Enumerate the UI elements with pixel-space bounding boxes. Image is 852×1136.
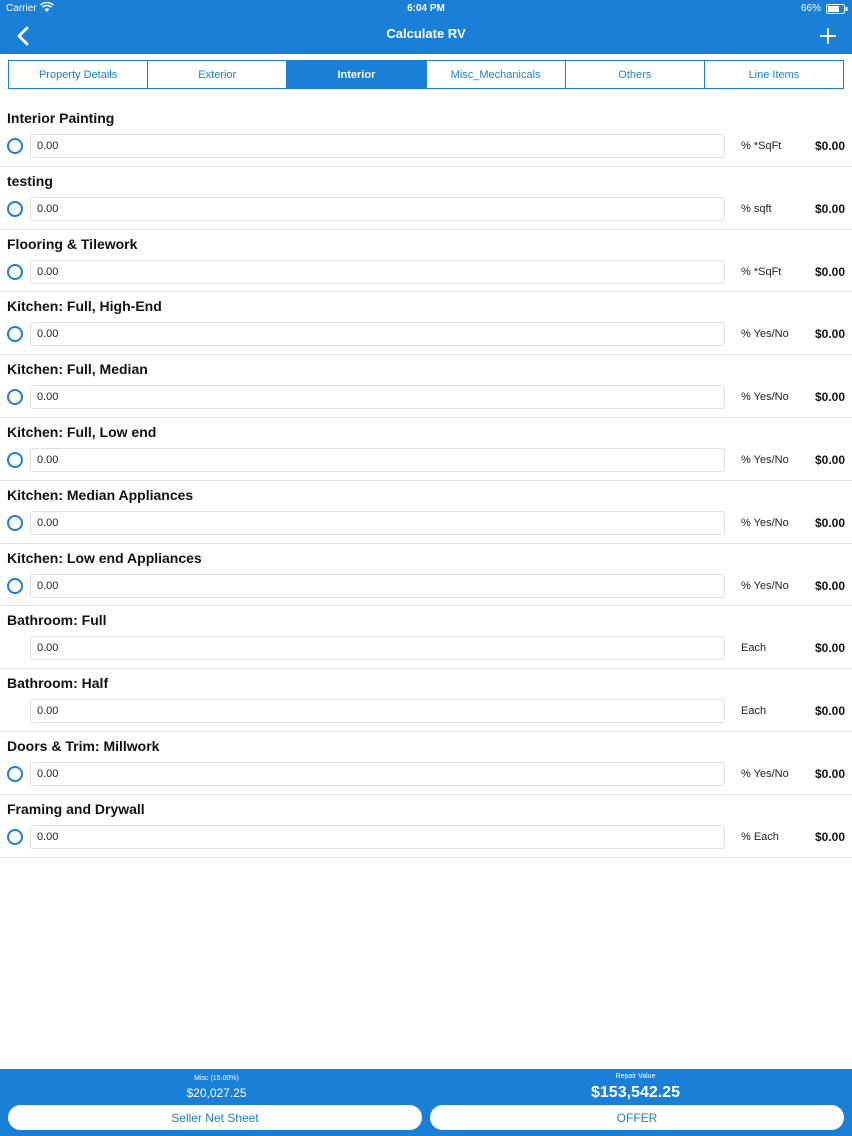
value-input[interactable]: 0.00	[30, 322, 725, 346]
unit-label: % Yes/No	[741, 328, 789, 341]
amount-value: $0.00	[814, 139, 845, 153]
list-item	[0, 606, 852, 669]
item-title: Interior Painting	[7, 110, 115, 126]
value-input[interactable]: 0.00	[30, 699, 725, 723]
amount-value: $0.00	[814, 452, 845, 467]
footer	[0, 1069, 852, 1136]
amount-value: $0.00	[814, 515, 845, 530]
item-title: Flooring & Tilework	[7, 235, 138, 252]
tab-misc-mechanicals[interactable]: Misc_Mechanicals	[427, 61, 566, 88]
item-title: Kitchen: Low end Appliances	[7, 549, 202, 566]
battery-icon	[826, 4, 848, 17]
value-input[interactable]: 0.00	[30, 385, 725, 409]
list-item	[0, 669, 852, 732]
battery-percent: 66%	[801, 3, 822, 14]
repair-value: $153,542.25	[591, 1084, 680, 1101]
amount-value: $0.00	[814, 641, 845, 656]
list-item	[0, 481, 852, 544]
value-input[interactable]: 0.00	[30, 448, 725, 472]
list-item	[0, 544, 852, 607]
item-title: Framing and Drywall	[7, 800, 145, 817]
amount-value: $0.00	[814, 704, 845, 719]
unit-label: % sqft	[741, 202, 772, 215]
item-title: Bathroom: Half	[7, 675, 109, 692]
radio-button[interactable]	[7, 452, 23, 468]
list-item	[0, 355, 852, 418]
radio-button[interactable]	[7, 829, 23, 845]
unit-label: % *SqFt	[741, 265, 782, 278]
tab-line-items[interactable]: Line Items	[748, 68, 800, 81]
radio-button[interactable]	[7, 766, 23, 782]
list-item	[0, 167, 852, 230]
tab-exterior[interactable]: Exterior	[148, 61, 287, 88]
radio-button[interactable]	[7, 201, 23, 217]
list-item	[0, 230, 852, 293]
unit-label: % Each	[741, 830, 779, 843]
misc-label: Misc (15.00%)	[194, 1075, 239, 1082]
item-title: testing	[7, 172, 53, 189]
radio-button[interactable]	[7, 264, 23, 280]
radio-button[interactable]	[7, 515, 23, 531]
amount-value: $0.00	[814, 264, 845, 279]
value-input[interactable]: 0.00	[30, 511, 725, 535]
header	[0, 0, 852, 54]
radio-button[interactable]	[7, 578, 23, 594]
amount-value: $0.00	[814, 829, 845, 844]
tab-interior[interactable]: Interior	[287, 61, 426, 88]
segmented-tabs	[8, 60, 844, 89]
radio-button[interactable]	[7, 138, 23, 154]
plus-icon[interactable]	[816, 24, 840, 48]
item-title: Kitchen: Median Appliances	[7, 486, 194, 503]
page-title: Calculate RV	[386, 26, 466, 41]
unit-label: Each	[741, 642, 767, 655]
repair-value-label: Repair Value	[615, 1073, 656, 1080]
item-title: Kitchen: Full, High-End	[7, 298, 162, 315]
value-input[interactable]: 0.00	[30, 197, 725, 221]
unit-label: % Yes/No	[741, 391, 789, 404]
tab-property-details[interactable]: Property Details	[9, 61, 148, 88]
list-item	[0, 795, 852, 858]
status-bar	[0, 0, 852, 18]
amount-value: $0.00	[814, 766, 845, 781]
value-input[interactable]: 0.00	[30, 636, 725, 660]
list-item	[0, 292, 852, 355]
value-input[interactable]: 0.00	[30, 574, 725, 598]
list-item	[0, 732, 852, 795]
amount-value: $0.00	[814, 390, 845, 405]
value-input[interactable]: 0.00	[30, 134, 725, 158]
repair-items-list	[0, 104, 852, 858]
amount-value: $0.00	[814, 578, 845, 593]
unit-label: % Yes/No	[741, 453, 789, 466]
item-title: Kitchen: Full, Low end	[7, 423, 157, 440]
carrier-label: Carrier	[6, 3, 37, 14]
radio-button[interactable]	[7, 389, 23, 405]
value-input[interactable]: 0.00	[30, 825, 725, 849]
item-title: Bathroom: Full	[7, 612, 107, 629]
chevron-left-icon[interactable]	[12, 24, 36, 48]
radio-button[interactable]	[7, 326, 23, 342]
nav-bar	[0, 18, 852, 54]
status-time: 6:04 PM	[407, 3, 445, 14]
amount-value: $0.00	[814, 327, 845, 342]
list-item	[0, 418, 852, 481]
misc-value: $20,027.25	[186, 1086, 247, 1100]
list-item	[0, 104, 852, 167]
value-input[interactable]: 0.00	[30, 762, 725, 786]
value-input[interactable]: 0.00	[30, 260, 725, 284]
item-title: Doors & Trim: Millwork	[7, 737, 160, 754]
unit-label: % Yes/No	[741, 579, 789, 592]
unit-label: % Yes/No	[741, 516, 789, 529]
unit-label: % Yes/No	[741, 767, 789, 780]
unit-label: Each	[741, 705, 767, 718]
item-title: Kitchen: Full, Median	[7, 361, 148, 378]
amount-value: $0.00	[814, 201, 845, 216]
seller-net-sheet-button[interactable]: Seller Net Sheet	[8, 1105, 422, 1130]
unit-label: % *SqFt	[741, 140, 782, 152]
tab-others[interactable]: Others	[566, 61, 705, 88]
offer-button[interactable]: OFFER	[430, 1105, 844, 1130]
